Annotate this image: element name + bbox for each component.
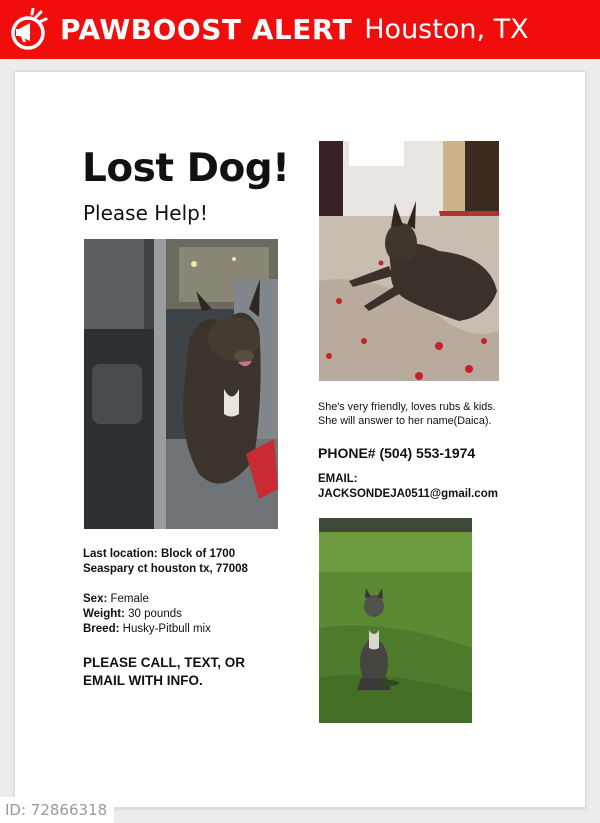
dog-on-floor-photo (319, 141, 499, 381)
dog-on-grass-photo (319, 518, 472, 723)
alert-id: ID: 72866318 (0, 797, 114, 823)
description-line1: She's very friendly, loves rubs & kids. (318, 401, 496, 413)
sex-value: Female (110, 593, 149, 605)
breed-value: Husky-Pitbull mix (122, 623, 211, 635)
contact-phone: PHONE# (504) 553-1974 (318, 445, 476, 461)
last-location (83, 547, 283, 577)
description-line2: She will answer to her name(Daica). (318, 415, 492, 427)
weight-row (83, 607, 303, 622)
call-to-action (83, 654, 293, 690)
weight-label: Weight: (83, 608, 125, 620)
poster-subtitle: Please Help! (83, 201, 208, 225)
dog-in-car-photo (84, 239, 278, 529)
lost-dog-poster (14, 71, 586, 808)
sex-label: Sex: (83, 593, 108, 605)
contact-email (318, 472, 558, 502)
dog-description (318, 400, 533, 428)
alert-city: Houston, TX (364, 14, 529, 45)
breed-row (83, 622, 303, 637)
email-label: EMAIL: (318, 473, 358, 485)
email-value: JACKSONDEJA0511@gmail.com (318, 488, 498, 500)
sex-row (83, 592, 303, 607)
dog-details (83, 592, 303, 637)
breed-label: Breed: (83, 623, 120, 635)
weight-value: 30 pounds (128, 608, 182, 620)
cta-line2: EMAIL WITH INFO. (83, 673, 203, 688)
brand-name: PAWBOOST ALERT (60, 13, 353, 46)
cta-line1: PLEASE CALL, TEXT, OR (83, 655, 246, 670)
megaphone-icon (8, 8, 52, 52)
last-location-line1: Last location: Block of 1700 (83, 548, 236, 560)
poster-title: Lost Dog! (82, 146, 290, 191)
last-location-line2: Seaspary ct houston tx, 77008 (83, 563, 248, 575)
alert-header (0, 0, 600, 59)
